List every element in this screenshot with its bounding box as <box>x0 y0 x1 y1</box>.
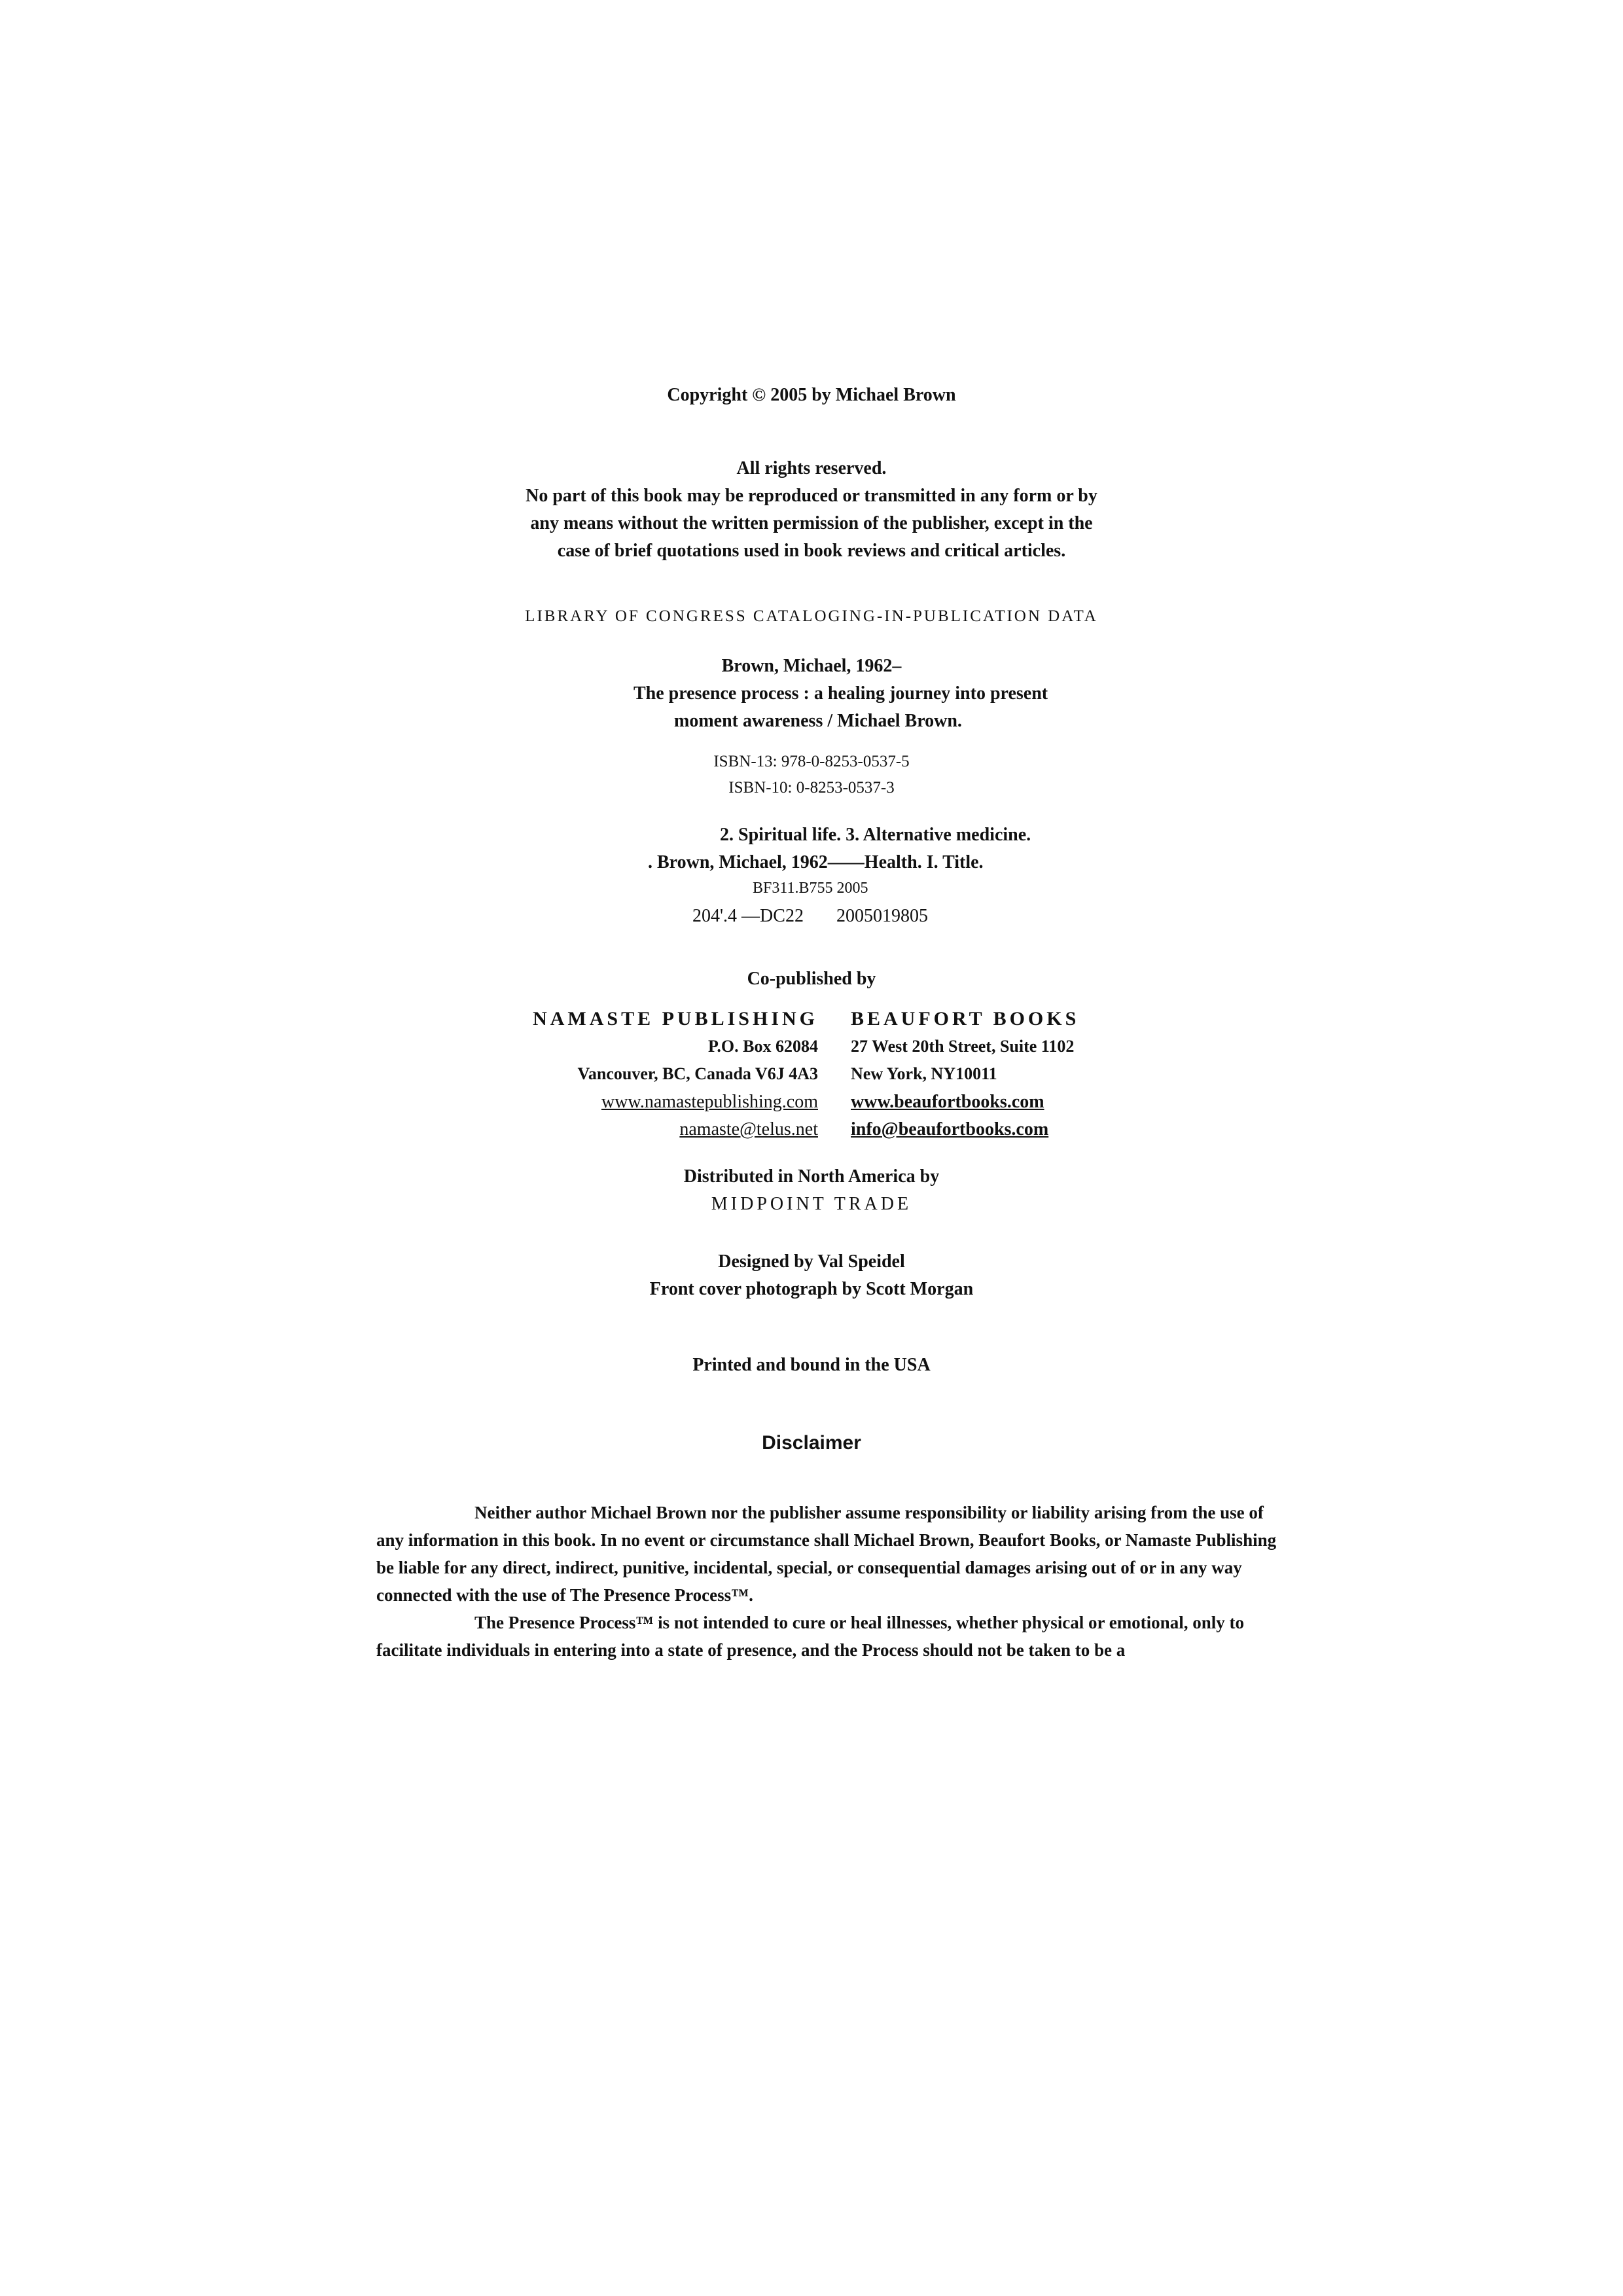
cip-isbn-13: ISBN-13: 978-0-8253-0537-5 <box>713 753 910 770</box>
cip-heading: LIBRARY OF CONGRESS CATALOGING-IN-PUBLICATION DATA <box>525 607 1098 625</box>
namaste-web-link[interactable]: www.namastepublishing.com <box>601 1092 818 1112</box>
namaste-city: Vancouver, BC, Canada V6J 4A3 <box>577 1064 818 1083</box>
rights-line-3: case of brief quotations used in book reviews and critical articles. <box>557 541 1066 561</box>
design-credit: Designed by Val Speidel <box>718 1251 905 1272</box>
beaufort-email-link[interactable]: info@beaufortbooks.com <box>851 1119 1049 1139</box>
disclaimer-title: Disclaimer <box>762 1432 861 1454</box>
cip-subjects-line-2: . Brown, Michael, 1962——Health. I. Title. <box>648 852 984 872</box>
namaste-box: P.O. Box 62084 <box>707 1037 818 1056</box>
copyright-line: Copyright © 2005 by Michael Brown <box>667 385 956 405</box>
photo-credit: Front cover photograph by Scott Morgan <box>649 1279 974 1299</box>
beaufort-street: 27 West 20th Street, Suite 1102 <box>851 1037 1075 1056</box>
cip-lccn: 2005019805 <box>836 906 928 926</box>
namaste-name: NAMASTE PUBLISHING <box>533 1008 818 1030</box>
rights-heading: All rights reserved. <box>736 458 887 478</box>
cip-subjects-line-1: 2. Spiritual life. 3. Alternative medicine. <box>720 825 1031 845</box>
distributor-name: MIDPOINT TRADE <box>711 1194 912 1214</box>
beaufort-city: New York, NY10011 <box>851 1064 997 1083</box>
printed-line: Printed and bound in the USA <box>692 1355 931 1375</box>
copublished-heading: Co-published by <box>747 969 876 989</box>
disclaimer-body <box>376 1499 1293 1664</box>
rights-line-2: any means without the written permission of the publisher, except in the <box>530 513 1093 533</box>
beaufort-name: BEAUFORT BOOKS <box>851 1008 1080 1030</box>
namaste-email-link[interactable]: namaste@telus.net <box>679 1119 818 1139</box>
distribution-line: Distributed in North America by <box>683 1166 940 1187</box>
cip-author: Brown, Michael, 1962– <box>721 656 902 676</box>
beaufort-web-link[interactable]: www.beaufortbooks.com <box>851 1092 1044 1112</box>
cip-isbn-10: ISBN-10: 0-8253-0537-3 <box>728 779 895 797</box>
cip-title-line-2: moment awareness / Michael Brown. <box>674 711 962 731</box>
disclaimer-paragraph-1: Neither author Michael Brown nor the publisher assume responsibility or liability arising from the use of any information in this book. In no event or circumstance shall Michael Brown, Beaufort Books, or Namaste Publishing be liable for any direct, indirect, punitive, incidental, special, or consequential damages arising out of or in any way connected with the use of The Presence Process™. <box>376 1503 1277 1605</box>
cip-call-number: BF311.B755 2005 <box>753 880 868 897</box>
rights-line-1: No part of this book may be reproduced or transmitted in any form or by <box>526 486 1097 506</box>
disclaimer-paragraph-2: The Presence Process™ is not intended to cure or heal illnesses, whether physical or emotional, only to facilitate individuals in entering into a state of presence, and the Process should not be taken to be a <box>376 1613 1244 1660</box>
cip-dewey: 204'.4 —DC22 <box>692 906 804 926</box>
cip-title-line-1: The presence process : a healing journey into present <box>633 683 1048 704</box>
